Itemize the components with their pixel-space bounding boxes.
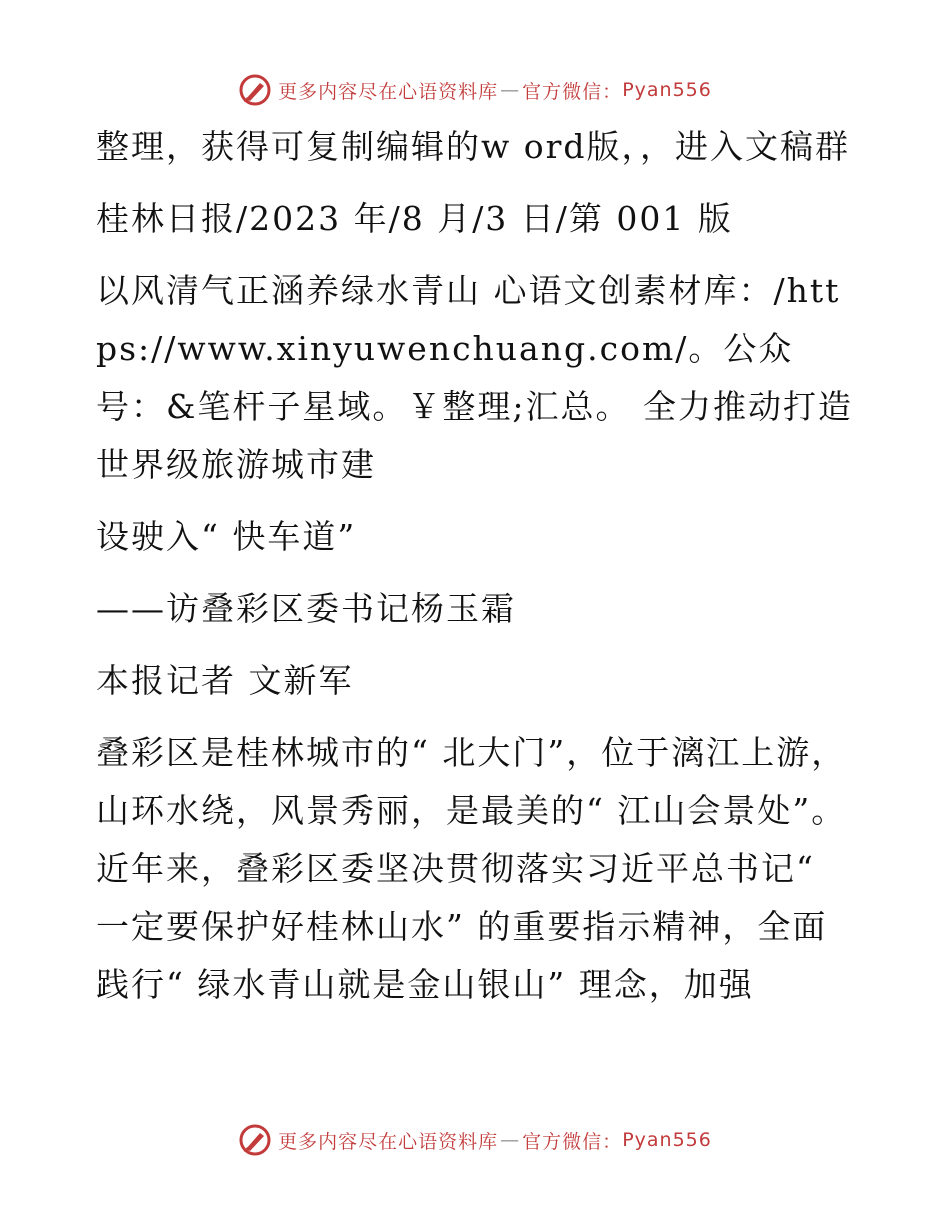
paragraph-byline: 本报记者 文新军 bbox=[96, 661, 354, 700]
paragraph-body: 叠彩区是桂林城市的“ 北大门”，位于漓江上游，山环水绕，风景秀丽，是最美的“ 江山会景处”。近年来，叠彩区委坚决贯彻落实习近平总书记“ 一定要保护好桂林山水” 的重要指示精神，全面践行“ 绿水青山就是金山银山” 理念，加强 bbox=[96, 733, 847, 1004]
watermark-separator: — bbox=[500, 79, 521, 101]
paragraph-source: 桂林日报/2023 年/8 月/3 日/第 001 版 bbox=[96, 199, 733, 238]
document-body bbox=[96, 118, 856, 1028]
pen-logo-icon bbox=[238, 1123, 272, 1157]
contact-label: 官方微信： bbox=[522, 80, 623, 103]
paragraph-headline: 以风清气正涵养绿水青山 心语文创素材库：/https://www.xinyuwenchuang.com/。公众号：&笔杆子星域。￥整理;汇总。 全力推动打造世界级旅游城市建 bbox=[96, 271, 853, 484]
contact-id: Pyan556 bbox=[622, 79, 712, 101]
contact-label: 官方微信： bbox=[522, 1130, 623, 1153]
pen-logo-icon bbox=[238, 73, 272, 107]
header-watermark bbox=[0, 70, 950, 110]
contact-id: Pyan556 bbox=[622, 1129, 712, 1151]
watermark-text: 更多内容尽在心语资料库 bbox=[278, 80, 499, 103]
watermark-separator: — bbox=[500, 1129, 521, 1151]
footer-watermark bbox=[0, 1120, 950, 1160]
paragraph-headline-cont: 设驶入“ 快车道” bbox=[96, 517, 357, 556]
watermark-text: 更多内容尽在心语资料库 bbox=[278, 1130, 499, 1153]
paragraph-subtitle: ——访叠彩区委书记杨玉霜 bbox=[96, 589, 516, 628]
paragraph-intro: 整理，获得可复制编辑的w ord版，，进入文稿群 bbox=[96, 127, 851, 166]
